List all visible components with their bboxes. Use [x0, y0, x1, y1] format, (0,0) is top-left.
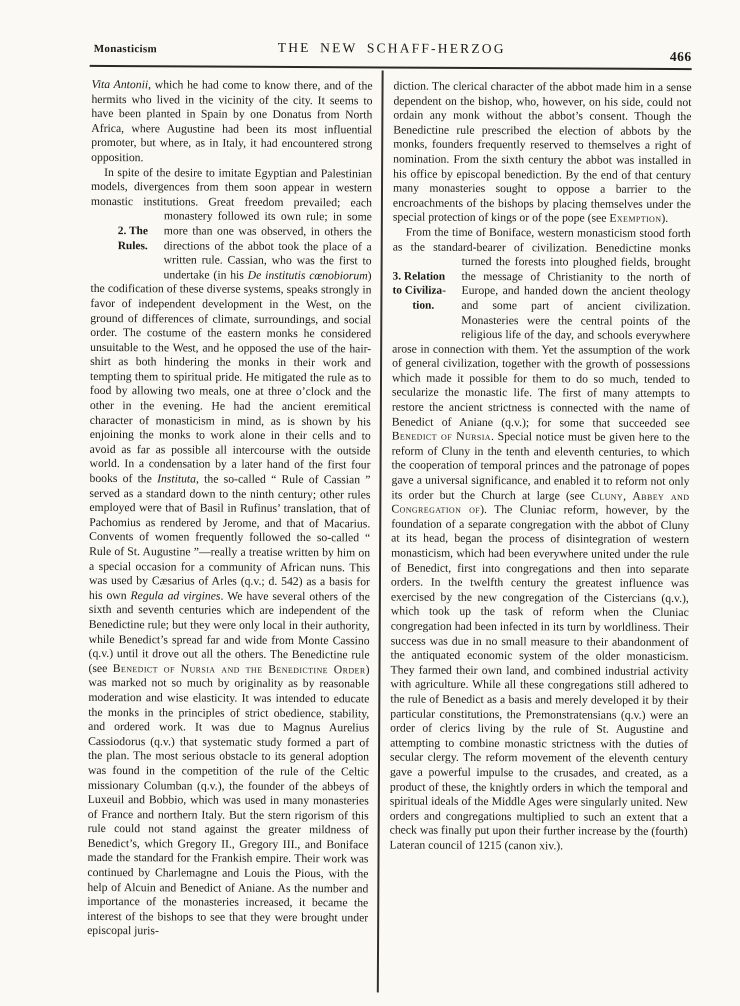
running-head-title: THE NEW SCHAFF-HERZOG — [277, 39, 506, 57]
right-column — [389, 80, 692, 1006]
paragraph-text: From the time of Boniface, western monasticism stood forth as the standard-bearer of civilization. Benedictine monks turned the forests into ploughed — [392, 225, 691, 269]
paragraph-relation-to-civilization — [390, 225, 691, 854]
paragraph-text: In spite of the desire to imitate Egyptian and Palestinian models, divergences from them soon appear in western monastic institutions. Great freedom prevailed; each monastery followed its — [90, 165, 373, 224]
section-label-2-the-rules — [91, 209, 164, 268]
page-header — [92, 39, 692, 64]
section-label-line: Rules. — [117, 239, 148, 252]
section-label-3-relation-to-civilization — [392, 255, 461, 328]
paragraph-text: fields, brought the message of Christianity to the north of Europe, and handed down the ancient theology and some part of ancient civilization. Monasteries were the central points of the religious life of the day, and schools everywhere arose in connection with them. Yet the assumption of the work of general civilization, together with the growth of possessions which made it possible for them to do so much, tended to secularize the monastic life. The first of many attempts to restore the ancient strictness is connected with the name of Benedict of Aniane (q.v.); for some that succeeded see Benedict of Nursia. Special notice must be given here to the reform of Cluny in the tenth and eleventh centuries, to which the cooperation of temporal princes and the patronage of popes gave a universal significance, and enabled it to reform not only its order but the Church at large (see Cluny, Abbey and Congregation of). The Cluniac reform, however, by the foundation of a separate congregation with the abbot of Cluny at its head, began the process of disintegration of western monasticism, which had been everywhere united under the rule of Benedict, first into congregations and then into separate orders. In the twelfth century the greatest influence was exercised by the new congregation of the Cistercians (q.v.), which took up the task of reform when the Cluniac congregation had been infected in its turn by worldliness. Their success was due in no small measure to their abandonment of the antiquated economic system of the older monasticism. They farmed their own land, and combined industrial activity with agriculture. While all these congregations still adhered to the rule of Benedict as a basis and merely developed it by their particular constitutions, the Premonstratensians (q.v.) were an order of clerics living by the rule of St. Augustine and attempting to combine monastic strictness with the duties of secular clergy. The reform movement of the eleventh century gave a powerful impulse to the crusades, and created, as a product of these, the knightly orders in which the temporal and spiritual ideals of the Middle Ages were singularly united. New orders and congregations multiplied to such an extent that a check was finally put upon their further increase by the (fourth) Lateran council of 1215 (canon xiv.). — [389, 255, 691, 853]
page-number: 466 — [669, 48, 692, 65]
section-label-line: to Civiliza- — [392, 284, 446, 298]
column-divider-rule — [377, 70, 383, 992]
paragraph-abbot-bishop — [393, 80, 692, 227]
running-head-keyword: Monasticism — [93, 42, 157, 56]
paragraph-the-rules — [87, 165, 372, 940]
section-label-line: 2. The — [117, 225, 149, 238]
section-label-line: 3. Relation — [392, 270, 446, 283]
paragraph-vita-antonii — [91, 78, 372, 167]
paragraph-text: own rule; in some more than one was observed, in others the directions of the abbot took the place of a written rule. Cassian, who was the first to undertake (in his De institutis cœnobiorum) the codification of these diverse systems, speaks strongly in favor of independent development in the West, on the ground of differences of climate, surroundings, and social order. The costume of the eastern monks he considered unsuitable to the West, and he opposed the use of the hair-shirt as both hindering the monks in their work and tempting them to spiritual pride. He mitigated the rule as to food by allowing two meals, one at three o’clock and the other in the evening. He had the ancient eremitical character of monasticism in mind, as is shown by his enjoining the monks to work alone in their cells and to avoid as far as possible all intercourse with the outside world. In a condensation by a later hand of the first four books of the Instituta, the so-called “ Rule of Cassian ” served as a standard down to the ninth century; other rules employed were that of Basil in Rufinus’ translation, that of Pachomius as rendered by Jerome, and that of Macarius. Convents of women frequently followed the so-called “ Rule of St. Augustine ”—really a treatise written by him on a special occasion for a community of African nuns. This was used by Cæsarius of Arles (q.v.; d. 542) as a basis for his own Regula ad virgines. We have several others of the sixth and seventh centuries which are independent of the Benedictine rule; but they were only local in their authority, while Benedict’s spread far and wide from Monte Cassino (q.v.) until it drove out all the others. The Benedictine rule (see Benedict of Nursia and the Benedictine Order) was marked not so much by originality as by reasonable moderation and wise elasticity. It was intended to educate the monks in the principles of strict obedience, stability, and ordered work. It was due to Magnus Aurelius Cassiodorus (q.v.) that systematic study formed a part of the plan. The most serious obstacle to its general adoption was found in the competition of the rule of the Celtic missionary Columban (q.v.), the founder of the abbeys of Luxeuil and Bobbio, which was used in many monasteries of France and northern Italy. But the stern rigorism of this rule could not stand against the greater mildness of Benedict’s, which Gregory II., Gregory III., and Boniface made the standard for the Frankish empire. Their work was continued by Charlemagne and Louis the Pious, with the help of Alcuin and Benedict of Aniane. As the number and importance of the monasteries increased, it became the interest of the bishops to see that they were brought under episcopal juris- — [87, 210, 372, 938]
section-label-line: tion. — [412, 299, 435, 312]
paragraph-text: Vita Antonii, which he had come to know there, and of the hermits who lived in the vicinity of the city. It seems to have been planted in Spain by one Donatus from North Africa, where Augustine had been its most influential promoter, but where, as in Italy, it had encountered strong opposition. — [91, 77, 373, 165]
header-rule — [90, 65, 692, 70]
left-column — [87, 78, 373, 1005]
paragraph-text: diction. The clerical character of the abbot made him in a sense dependent on the bishop, who, however, on his side, could not ordain any monk without the abbot’s consent. Though the Benedictine rule prescribed the election of abbots by the monks, founders frequently reserved to themselves a right of nomination. From the sixth century the abbot was installed in his office by episcopal benediction. By the end of that century many monasteries sought to oppose a barrier to the encroachments of the bishops by placing themselves under the special protection of kings or of the pope (see Exemption). — [392, 79, 692, 226]
